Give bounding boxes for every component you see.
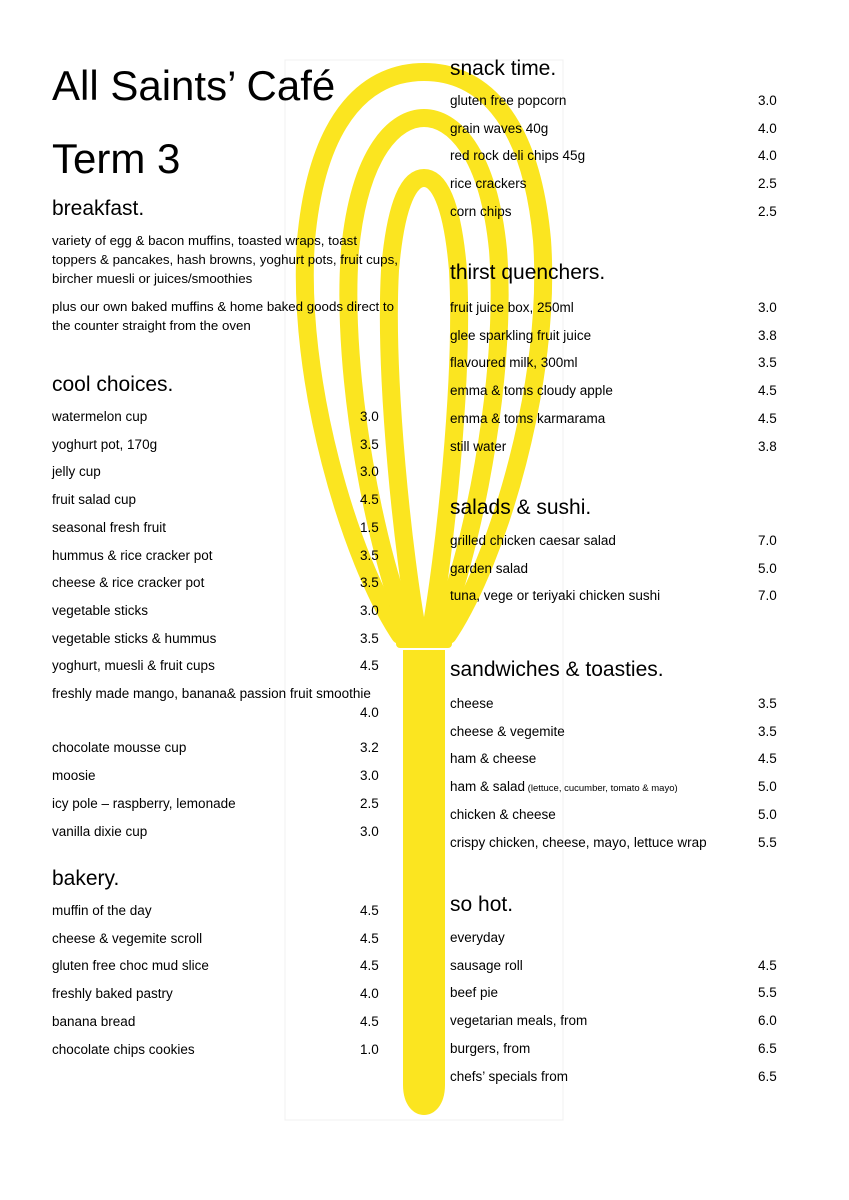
menu-item-name [450,299,574,317]
menu-item-price: 3.8 [758,438,777,454]
menu-item [52,795,390,813]
menu-item-name [52,436,157,454]
menu-item-name [450,1068,568,1086]
menu-item-name-text: muffin of the day [52,903,152,918]
menu-item-name-text: emma & toms cloudy apple [450,383,613,399]
menu-item [52,463,390,481]
menu-item [450,750,788,768]
menu-item-price: 1.5 [360,519,379,535]
menu-item-price: 7.0 [758,588,777,604]
menu-item-price: 4.0 [360,705,379,720]
menu-item-name [450,695,494,713]
menu-item-price: 3.0 [360,768,379,784]
menu-item [450,984,788,1002]
menu-item-name-text: hummus & rice cracker pot [52,547,213,563]
menu-item-name [450,120,548,138]
menu-item-name-text: rice crackers [450,176,527,192]
menu-item-price: 4.5 [360,658,379,674]
salads-sushi-heading: salads & sushi. [450,496,592,519]
menu-item-name [450,92,566,110]
menu-item-name [52,823,147,841]
menu-item-name-text: fruit salad cup [52,492,137,508]
breakfast-description: variety of egg & bacon muffins, toasted wraps, toast toppers & pancakes, hash browns, yoghurt pots, fruit cups, bircher muesli or juices/smoothies [52,233,398,286]
menu-item-name-text: emma & toms karmarama [450,410,606,426]
menu-item-name-text: garden salad [450,560,529,576]
menu-item [450,410,788,428]
menu-item-name-text: freshly made mango, banana& passion fruit smoothie [52,686,371,701]
menu-item-price: 2.5 [360,795,379,811]
menu-item [450,806,788,824]
menu-item [52,519,390,537]
menu-item-name [450,1012,587,1030]
menu-item-price: 3.0 [758,93,777,108]
menu-item-price: 4.5 [360,1013,379,1029]
menu-item-price: 3.0 [360,823,379,839]
menu-item [450,299,788,317]
menu-item [450,834,788,852]
menu-item-name-text: vegetable sticks [52,602,149,618]
menu-item-price: 3.0 [360,602,379,618]
menu-item-price: 5.0 [758,806,777,822]
menu-item-name-text: flavoured milk, 300ml [450,355,578,371]
menu-item-price: 4.5 [360,930,379,946]
menu-item-price: 3.2 [360,740,379,756]
menu-item-note: (lettuce, cucumber, tomato & mayo) [525,783,678,795]
menu-item-name [450,778,678,798]
menu-item-name [450,175,527,193]
menu-item-name [450,929,505,947]
menu-item-name-text: gluten free choc mud slice [52,958,209,974]
menu-item [52,436,390,454]
menu-item-name [52,574,204,592]
menu-item [450,92,788,110]
menu-item-name [450,203,512,221]
menu-item-name-text: chocolate chips cookies [52,1041,195,1057]
menu-item-name [450,984,498,1002]
menu-item-name [52,902,152,920]
sandwiches-toasties-heading: sandwiches & toasties. [450,658,664,681]
menu-item-name [450,587,660,605]
menu-item-price: 4.5 [360,492,379,508]
menu-item-price: 5.0 [758,779,777,795]
thirst-quenchers-heading: thirst quenchers. [450,261,606,284]
menu-item-name-text: fruit juice box, 250ml [450,300,574,315]
menu-item-name [52,930,202,948]
menu-item-name [52,547,213,565]
menu-item [450,778,788,796]
menu-item-price: 6.5 [758,1068,777,1084]
menu-item-name-text: chicken & cheese [450,806,556,822]
menu-item-name-text: ham & cheese [450,751,537,767]
menu-item [450,587,788,605]
menu-item-name-text: yoghurt, muesli & fruit cups [52,658,215,674]
menu-item-price: 5.0 [758,560,777,576]
menu-item-name [52,985,173,1003]
menu-item-name-text: red rock deli chips 45g [450,148,586,164]
menu-item-price: 3.0 [758,300,777,315]
menu-item-price: 6.5 [758,1040,777,1056]
menu-item-name-text: watermelon cup [52,409,148,424]
menu-item-name-text: cheese [450,696,494,711]
menu-item [52,657,390,675]
menu-item [52,547,390,565]
menu-item [52,685,390,722]
menu-item-price: 7.0 [758,533,777,548]
menu-item-price: 1.0 [360,1041,379,1057]
menu-item [450,1068,788,1086]
menu-item-name [52,957,209,975]
menu-item-name-text: still water [450,438,507,454]
menu-item-price: 3.5 [360,547,379,563]
menu-item-name [52,602,148,620]
menu-item-name-text: everyday [450,930,505,945]
menu-item [450,175,788,193]
menu-item-name-text: yoghurt pot, 170g [52,436,158,452]
menu-item-name [52,795,236,813]
menu-item-price: 3.8 [758,327,777,343]
menu-item-name [450,327,591,345]
menu-item-name [450,410,605,428]
menu-item-name-text: ham & salad [450,779,526,795]
menu-item-name-text: freshly baked pastry [52,986,173,1002]
menu-item [52,1041,390,1059]
menu-item [450,1012,788,1030]
menu-item-price: 4.5 [758,957,777,973]
menu-item-name [52,519,166,537]
menu-item-price: 4.0 [360,986,379,1002]
menu-item-name [450,438,506,456]
menu-item-name-text: cheese & vegemite [450,723,565,739]
page-title: All Saints’ Café [52,62,336,109]
menu-item-name-text: beef pie [450,985,499,1001]
bakery-heading: bakery. [52,867,120,890]
menu-item-name-text: banana bread [52,1013,136,1029]
menu-item [52,957,390,975]
menu-item-price: 4.0 [758,148,777,164]
menu-item-name-text: chefs’ specials from [450,1068,569,1084]
menu-item [450,438,788,456]
menu-item [450,120,788,138]
menu-item-name-text: burgers, from [450,1040,531,1056]
menu-item-name [450,532,616,550]
menu-item-name [450,1040,530,1058]
menu-item [52,930,390,948]
menu-item-name-text: tuna, vege or teriyaki chicken sushi [450,588,661,604]
menu-item [450,532,788,550]
menu-item-price: 3.5 [758,696,777,711]
menu-item-price: 3.5 [360,436,379,452]
menu-item-name-text: corn chips [450,203,512,219]
menu-item-name [450,382,613,400]
menu-item-name-text: crispy chicken, cheese, mayo, lettuce wrap [450,834,707,850]
menu-item [450,957,788,975]
menu-item [450,723,788,741]
menu-item [450,1040,788,1058]
menu-item [450,203,788,221]
page-subtitle: Term 3 [52,135,181,182]
menu-item-name [52,1041,195,1059]
menu-item-price: 4.5 [758,410,777,426]
menu-item-name [52,491,136,509]
menu-item-name [450,723,565,741]
so-hot-heading: so hot. [450,893,514,916]
menu-item [450,560,788,578]
menu-item-name [450,354,578,372]
menu-item-name-text: moosie [52,768,96,784]
menu-item-name [52,1013,135,1031]
menu-item-price: 6.0 [758,1013,777,1029]
menu-item [52,630,390,648]
menu-item [450,695,788,713]
menu-item [450,929,788,947]
menu-item-name [450,560,528,578]
cool-choices-heading: cool choices. [52,373,174,396]
menu-item-price: 3.5 [360,575,379,591]
menu-item-name-text: grain waves 40g [450,120,549,136]
menu-item-name [450,806,556,824]
menu-item [450,354,788,372]
menu-item-name [450,957,523,975]
menu-item-price: 3.5 [758,723,777,739]
menu-item-name-text: cheese & rice cracker pot [52,575,205,591]
menu-item-name-text: icy pole – raspberry, lemonade [52,795,236,811]
menu-item-price: 3.5 [758,355,777,371]
menu-item-name-text: vegetarian meals, from [450,1013,588,1029]
menu-item-name [52,767,96,785]
menu-item [52,823,390,841]
menu-item [52,1013,390,1031]
menu-item-price: 4.5 [360,958,379,974]
menu-item-price: 2.5 [758,203,777,219]
menu-item-name-text: sausage roll [450,957,523,973]
menu-item-name-text: glee sparkling fruit juice [450,327,592,343]
menu-item [52,602,390,620]
menu-item [52,739,390,757]
menu-item-name [52,739,186,757]
menu-item [450,327,788,345]
menu-item [52,902,390,920]
breakfast-note: plus our own baked muffins & home baked goods direct to the counter straight from the oven [52,299,394,333]
menu-item-name-text: chocolate mousse cup [52,740,187,756]
menu-item-name-text: vanilla dixie cup [52,823,148,839]
menu-item-name [52,408,147,426]
menu-item-name-text: jelly cup [52,464,101,480]
menu-item-price: 5.5 [758,834,777,850]
menu-item-price: 4.0 [758,120,777,136]
menu-item-name-text: seasonal fresh fruit [52,519,167,535]
menu-item [52,767,390,785]
menu-item [52,408,390,426]
menu-item-name [450,834,707,852]
menu-item-price: 4.5 [758,383,777,399]
menu-item-price: 5.5 [758,985,777,1001]
menu-item-name-text: gluten free popcorn [450,93,567,108]
menu-item-name [450,147,585,165]
menu-item-name-text: grilled chicken caesar salad [450,533,616,548]
menu-item-price: 3.5 [360,630,379,646]
menu-item [450,147,788,165]
menu-item-name [52,463,101,481]
menu-item [52,574,390,592]
menu-item-name-text: cheese & vegemite scroll [52,930,203,946]
menu-item-price: 4.5 [360,903,379,918]
breakfast-heading: breakfast. [52,197,145,220]
menu-item-price: 3.0 [360,464,379,480]
menu-item-name [450,750,536,768]
menu-item-name [52,630,216,648]
menu-item-price: 2.5 [758,176,777,192]
menu-item-name [52,657,215,675]
menu-item [52,985,390,1003]
menu-item-name-text: vegetable sticks & hummus [52,630,217,646]
menu-item-price: 4.5 [758,751,777,767]
menu-item [450,382,788,400]
menu-item-name [52,685,371,703]
menu-item [52,491,390,509]
snack-time-heading: snack time. [450,57,557,80]
menu-item-price: 3.0 [360,409,379,424]
